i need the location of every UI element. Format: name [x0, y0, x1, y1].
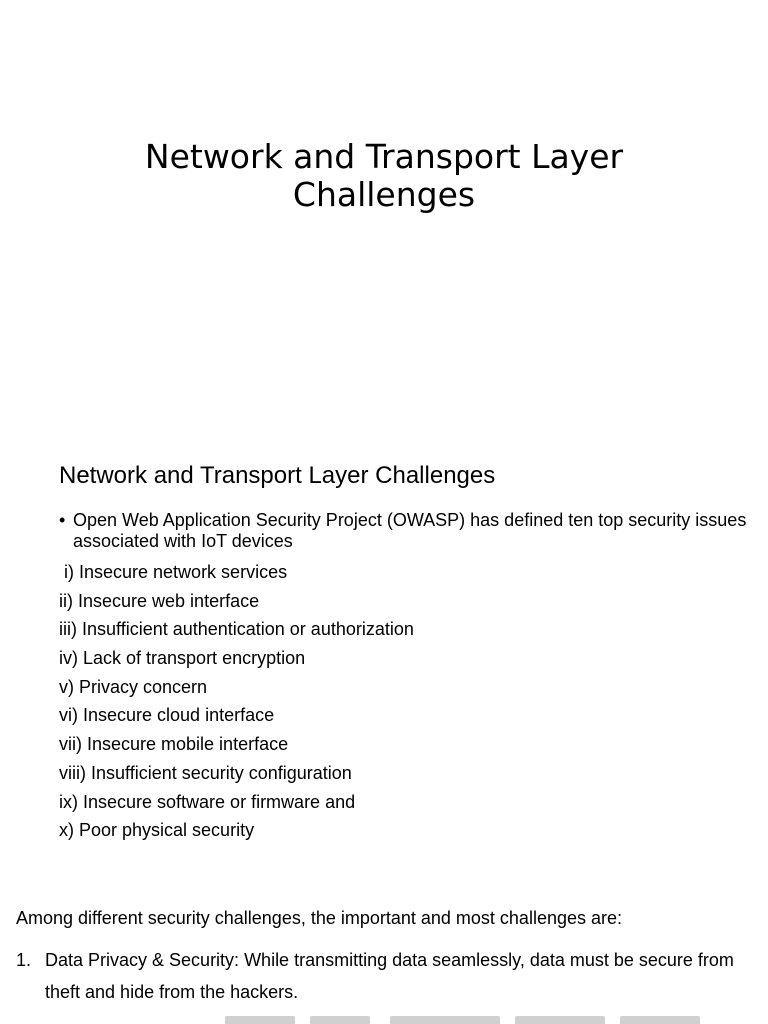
cutoff-fragment	[310, 1016, 370, 1024]
cutoff-fragment	[390, 1016, 500, 1024]
cutoff-next-line	[45, 1012, 725, 1024]
list-item: v) Privacy concern	[59, 676, 208, 697]
bullet-dot-icon: •	[59, 510, 66, 530]
slide-title	[0, 138, 768, 214]
list-item: viii) Insufficient security configuration	[59, 762, 352, 783]
cutoff-fragment	[515, 1016, 605, 1024]
numbered-item	[16, 944, 756, 1008]
item-number: 1.	[16, 950, 32, 970]
cutoff-fragment	[225, 1016, 295, 1024]
section-heading: Network and Transport Layer Challenges	[59, 462, 496, 489]
cutoff-fragment	[620, 1016, 700, 1024]
list-item: iii) Insufficient authentication or authorization	[59, 619, 414, 640]
list-item: i) Insecure network services	[59, 562, 288, 582]
slide-title-line-1: Network and Transport Layer	[144, 137, 624, 176]
issues-list	[59, 558, 414, 845]
item-text: Data Privacy & Security: While transmitting data seamlessly, data must be secure from theft and hide from the hackers.	[45, 950, 734, 1002]
list-item: x) Poor physical security	[59, 820, 255, 841]
list-item: iv) Lack of transport encryption	[59, 648, 306, 669]
bullet-text: Open Web Application Security Project (OWASP) has defined ten top security issues associated with IoT devices	[73, 510, 747, 551]
list-item: vii) Insecure mobile interface	[59, 734, 289, 755]
slide-title-line-2: Challenges	[292, 175, 476, 214]
list-item: vi) Insecure cloud interface	[59, 705, 275, 726]
list-item: ix) Insecure software or firmware and	[59, 791, 356, 812]
list-item: ii) Insecure web interface	[59, 590, 260, 611]
owasp-bullet	[59, 510, 749, 552]
intro-paragraph: Among different security challenges, the important and most challenges are:	[16, 908, 623, 928]
